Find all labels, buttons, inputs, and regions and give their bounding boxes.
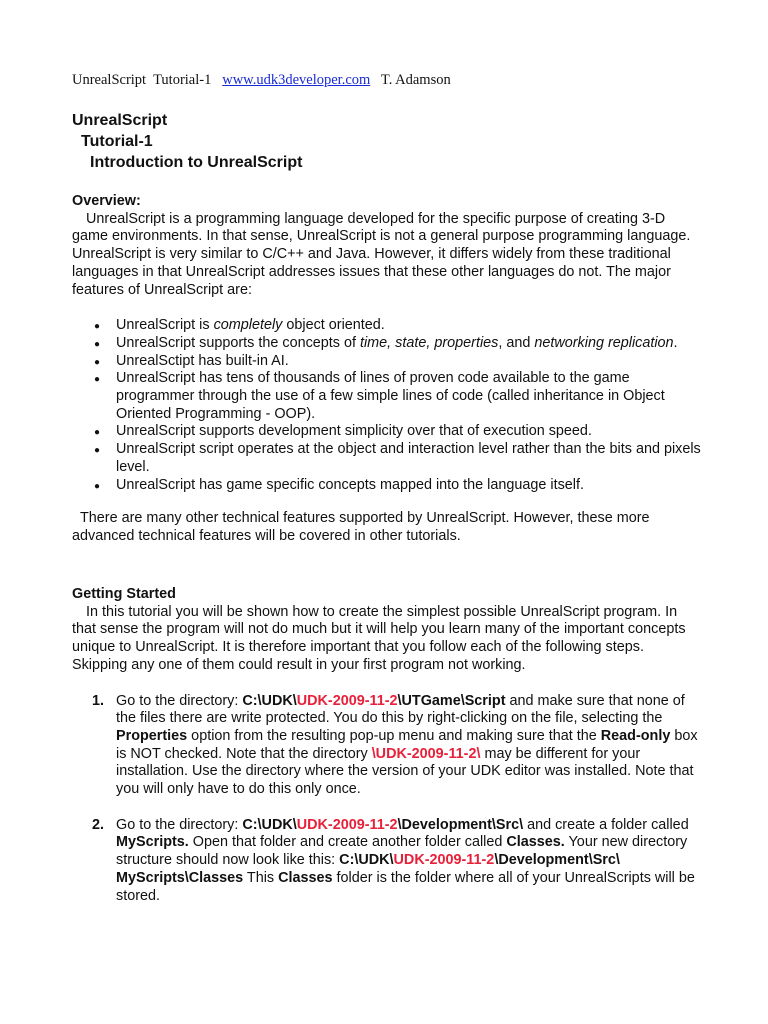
overview-heading: Overview: xyxy=(72,193,141,209)
feature-list xyxy=(72,317,702,494)
overview-section xyxy=(72,193,702,546)
header-link[interactable]: www.udk3developer.com xyxy=(222,72,371,88)
step-2: 2. Go to the directory: C:\UDK\UDK-2009-11-2\Development\Src\ and create a folder called MyScripts. Open that folder and create another folder called Classes. Your new directory structure should now look like this: C:\UDK\UDK-2009-11-2\Development\Src\ MyScripts\Classes This Classes folder is the folder where all of your UnrealScripts will be stored. xyxy=(92,816,695,904)
overview-paragraph: UnrealScript is a programming language developed for the specific purpose of creating 3-D game environments. In that sense, UnrealScript is not a general purpose programming language. UnrealScript is very similar to C/C++ and Java. However, it differs widely from these traditional languages in that UnrealScript addresses issues that these other languages do not. The major features of UnrealScript are: xyxy=(72,210,691,298)
list-item: ● UnrealScript has tens of thousands of lines of proven code available to the game programmer through the use of a few simple lines of code (called inheritance in Object Oriented Programming - OOP). xyxy=(72,370,702,423)
header-title: UnrealScript Tutorial-1 xyxy=(72,72,212,88)
getting-started-section xyxy=(72,586,702,905)
overview-closing: There are many other technical features supported by UnrealScript. However, these more advanced technical features will be covered in other tutorials. xyxy=(72,510,650,544)
step-1: 1. Go to the directory: C:\UDK\UDK-2009-11-2\UTGame\Script and make sure that none of the files there are write protected. You do this by right-clicking on the file, selecting the Properties option from the resulting pop-up menu and making sure that the Read-only box is NOT checked. Note that the directory \UDK-2009-11-2\ may be different for your installation. Use the directory where the version of your UDK editor was installed. Note that you will only have to do this only once. xyxy=(92,692,698,798)
steps-list xyxy=(72,693,702,906)
list-item: ● UnrealScript has game specific concepts mapped into the language itself. xyxy=(72,477,702,495)
list-item: ● UnrealSctipt has built-in AI. xyxy=(72,353,702,371)
title-line-3: Introduction to UnrealScript xyxy=(90,154,303,171)
list-item: ● UnrealScript is completely object oriented. xyxy=(72,317,702,335)
getting-started-paragraph: In this tutorial you will be shown how to create the simplest possible UnrealScript program. In that sense the program will not do much but it will help you learn many of the important concepts unique to UnrealScript. It is therefore important that you follow each of the following steps. Skipping any one of them could result in your first program not working. xyxy=(72,603,686,673)
title-line-2: Tutorial-1 xyxy=(81,133,153,150)
list-item: ● UnrealScript script operates at the object and interaction level rather than the bits and pixels level. xyxy=(72,441,702,476)
header-author: T. Adamson xyxy=(380,72,451,88)
getting-started-heading: Getting Started xyxy=(72,586,176,602)
running-header xyxy=(72,72,451,89)
list-item: ● UnrealScript supports the concepts of time, state, properties, and networking replication. xyxy=(72,335,702,353)
list-item: ● UnrealScript supports development simplicity over that of execution speed. xyxy=(72,423,702,441)
title-line-1: UnrealScript xyxy=(72,112,168,129)
